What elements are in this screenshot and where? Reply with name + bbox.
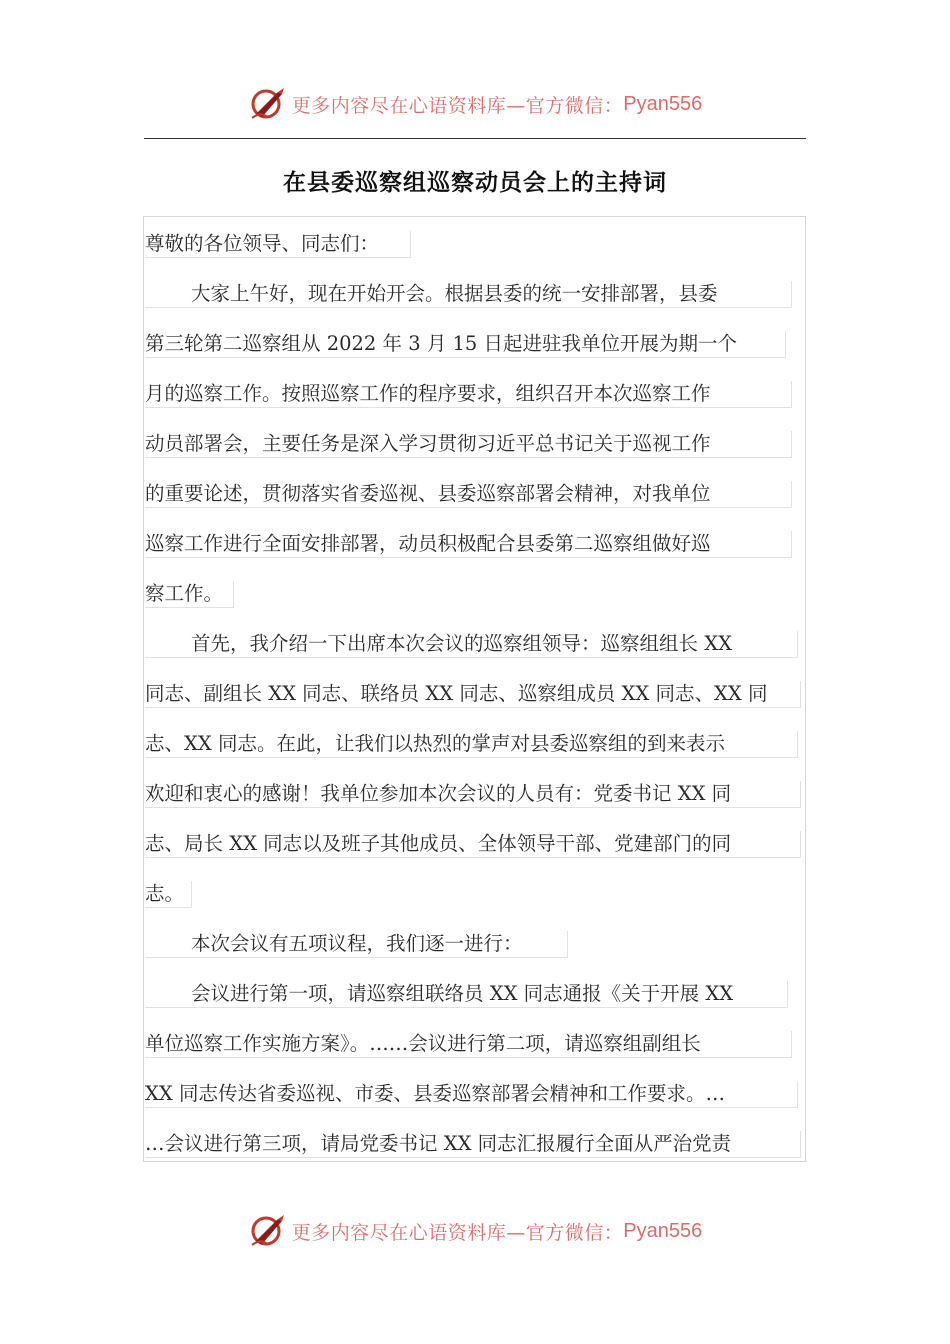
text-line: 志。	[145, 881, 192, 908]
text-line: 巡察工作进行全面安排部署，动员积极配合县委第二巡察组做好巡	[145, 531, 792, 558]
pen-logo-icon	[248, 1211, 288, 1251]
text-line: …会议进行第三项，请局党委书记 XX 同志汇报履行全面从严治党责	[145, 1131, 801, 1158]
text-line: 会议进行第一项，请巡察组联络员 XX 同志通报《关于开展 XX	[145, 981, 788, 1008]
header-banner-wechat: Pyan556	[623, 92, 703, 115]
text-line: 单位巡察工作实施方案》。……会议进行第二项，请巡察组副组长	[145, 1031, 792, 1058]
text-line: 本次会议有五项议程，我们逐一进行：	[145, 931, 568, 958]
header-banner-text: 更多内容尽在心语资料库—官方微信：	[291, 94, 624, 117]
text-line: 尊敬的各位领导、同志们：	[145, 231, 411, 258]
text-line: 志、XX 同志。在此，让我们以热烈的掌声对县委巡察组的到来表示	[145, 731, 798, 758]
pen-logo-icon	[248, 84, 288, 124]
header-divider	[144, 138, 806, 139]
text-line: 月的巡察工作。按照巡察工作的程序要求，组织召开本次巡察工作	[145, 381, 792, 408]
text-line: 同志、副组长 XX 同志、联络员 XX 同志、巡察组成员 XX 同志、XX 同	[145, 681, 801, 708]
text-line: 第三轮第二巡察组从 2022 年 3 月 15 日起进驻我单位开展为期一个	[145, 331, 786, 358]
footer-banner-text: 更多内容尽在心语资料库—官方微信：	[291, 1221, 624, 1244]
text-line: 的重要论述，贯彻落实省委巡视、县委巡察部署会精神，对我单位	[145, 481, 792, 508]
text-line: 动员部署会，主要任务是深入学习贯彻习近平总书记关于巡视工作	[145, 431, 792, 458]
footer-banner	[0, 1209, 950, 1253]
text-line: 首先，我介绍一下出席本次会议的巡察组领导：巡察组组长 XX	[145, 631, 798, 658]
text-line: 志、局长 XX 同志以及班子其他成员、全体领导干部、党建部门的同	[145, 831, 801, 858]
text-line: 大家上午好，现在开始开会。根据县委的统一安排部署，县委	[145, 281, 792, 308]
header-banner	[0, 82, 950, 126]
text-line: 察工作。	[145, 581, 234, 608]
document-title: 在县委巡察组巡察动员会上的主持词	[283, 170, 667, 196]
footer-banner-wechat: Pyan556	[623, 1219, 703, 1242]
text-line: XX 同志传达省委巡视、市委、县委巡察部署会精神和工作要求。…	[145, 1081, 798, 1108]
text-line: 欢迎和衷心的感谢！我单位参加本次会议的人员有：党委书记 XX 同	[145, 781, 801, 808]
